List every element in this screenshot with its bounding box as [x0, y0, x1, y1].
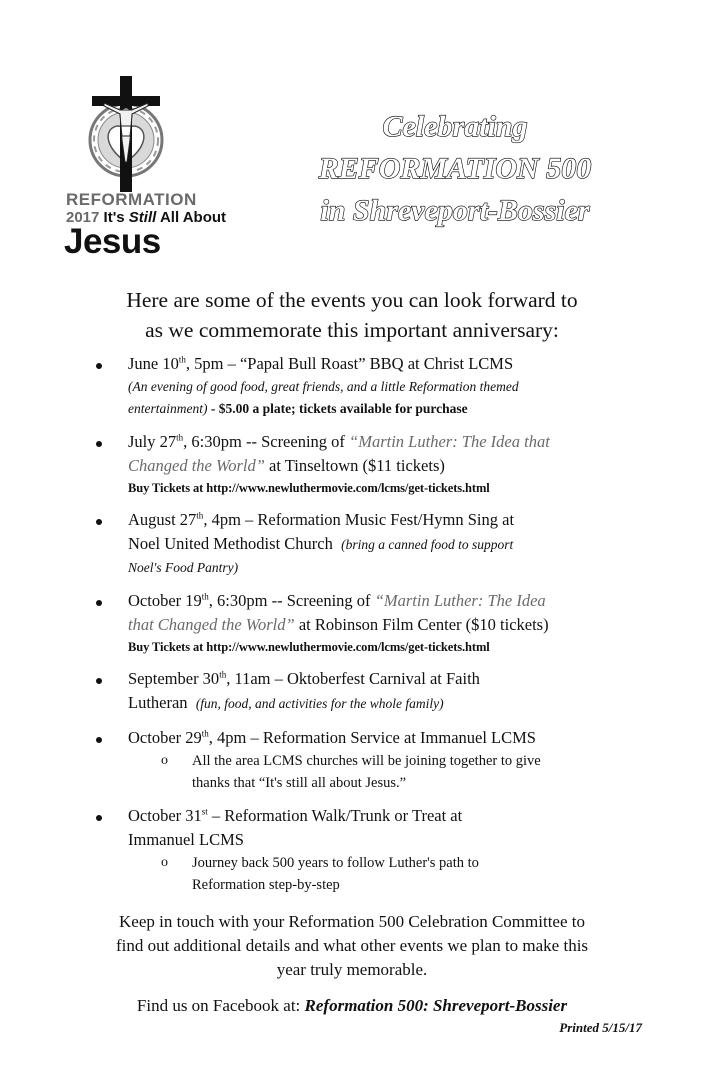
sub-item-line-1: All the area LCMS churches will be joining together to give [192, 753, 541, 769]
event-heading-line-2 [128, 454, 704, 478]
event-description: , 5pm – “Papal Bull Roast” BBQ at Christ LCMS [185, 354, 514, 373]
bullet-icon [96, 678, 102, 684]
event-note-continued: Noel's Food Pantry) [128, 560, 239, 575]
event-note: (fun, food, and activities for the whole family) [195, 696, 444, 711]
event-heading [128, 726, 704, 750]
logo-text-reformation: REFORMATION [66, 190, 197, 209]
event-date-ordinal: th [196, 510, 204, 521]
closing-line-3: year truly memorable. [276, 960, 428, 979]
logo-still: Still [128, 209, 157, 226]
event-date: September 30 [128, 669, 220, 688]
sub-item [128, 750, 704, 794]
logo-all-about: All About [159, 209, 227, 226]
event-item-trunk-or-treat [0, 804, 704, 896]
intro-text [40, 285, 664, 345]
bullet-icon [96, 441, 102, 447]
sub-bullet-icon: o [161, 753, 168, 768]
event-date: October 19 [128, 591, 202, 610]
event-heading [128, 508, 704, 532]
event-date: August 27 [128, 510, 197, 529]
event-date: October 31 [128, 806, 202, 825]
intro-line-1: Here are some of the events you can look forward to [126, 288, 578, 312]
event-heading [128, 430, 704, 454]
event-description: , 4pm – Reformation Service at Immanuel LCMS [208, 728, 536, 747]
event-description: – Reformation Walk/Trunk or Treat at [207, 806, 463, 825]
sub-bullet-icon: o [161, 855, 168, 870]
sub-item-line-2: Reformation step-by-step [192, 877, 340, 893]
closing-paragraph [40, 910, 664, 982]
event-description: , 6:30pm -- Screening of [208, 591, 375, 610]
event-venue: at Tinseltown ($11 tickets) [264, 456, 445, 475]
event-heading [128, 667, 704, 691]
event-date-ordinal: th [219, 669, 227, 680]
event-item-hymn-sing [0, 508, 704, 579]
event-venue: at Robinson Film Center ($10 tickets) [294, 615, 549, 634]
event-description: , 11am – Oktoberfest Carnival at Faith [226, 669, 480, 688]
event-venue: Lutheran [128, 693, 188, 712]
title-line-2: REFORMATION 500 [318, 152, 592, 185]
crucifix-luther-rose-icon [58, 70, 208, 195]
event-date-ordinal: th [176, 432, 184, 443]
event-heading-line-2 [128, 691, 704, 716]
sub-item-line-2: thanks that “It's still all about Jesus.” [192, 775, 407, 791]
event-date: July 27 [128, 432, 177, 451]
event-item-reformation-service [0, 726, 704, 794]
event-date: June 10 [128, 354, 179, 373]
event-price: - $5.00 a plate; tickets available for purchase [207, 401, 468, 416]
event-venue: Noel United Methodist Church [128, 534, 333, 553]
event-heading [128, 804, 704, 828]
ticket-link[interactable]: Buy Tickets at http://www.newluthermovie.com/lcms/get-tickets.html [128, 640, 490, 654]
facebook-prefix: Find us on Facebook at: [136, 996, 305, 1015]
title-line-3: in Shreveport-Bossier [320, 194, 590, 227]
event-note: (bring a canned food to support [341, 537, 514, 552]
bullet-icon [96, 600, 102, 606]
event-item-movie-tinseltown [0, 430, 704, 498]
closing-line-2: find out additional details and what other events we plan to make this [115, 936, 589, 955]
event-heading-line-2 [128, 532, 704, 557]
event-heading [128, 352, 704, 376]
reformation-logo [58, 70, 227, 265]
event-note: (An evening of good food, great friends, and a little Reformation themed [128, 379, 519, 394]
film-title: “Martin Luther: The Idea that [349, 432, 550, 451]
bullet-icon [96, 815, 102, 821]
event-date-ordinal: th [178, 354, 186, 365]
bullet-icon [96, 363, 102, 369]
event-description: , 6:30pm -- Screening of [183, 432, 350, 451]
event-date-ordinal: st [201, 806, 208, 817]
event-heading [128, 589, 704, 613]
logo-text-jesus: Jesus [64, 222, 161, 261]
film-title: “Martin Luther: The Idea [374, 591, 546, 610]
sub-item-line-1: Journey back 500 years to follow Luther's path to [192, 855, 479, 871]
ticket-link[interactable]: Buy Tickets at http://www.newluthermovie.com/lcms/get-tickets.html [128, 481, 490, 495]
page-title [250, 106, 660, 232]
printed-date: Printed 5/15/17 [559, 1020, 642, 1035]
closing-line-1: Keep in touch with your Reformation 500 Celebration Committee to [119, 912, 585, 931]
sub-item [128, 852, 704, 896]
bullet-icon [96, 737, 102, 743]
event-date-ordinal: th [201, 591, 209, 602]
event-note-line-2 [128, 398, 704, 420]
film-title-continued: Changed the World” [128, 456, 265, 475]
event-description: , 4pm – Reformation Music Fest/Hymn Sing at [203, 510, 515, 529]
bullet-icon [96, 519, 102, 525]
event-date: October 29 [128, 728, 202, 747]
event-heading-line-2: Immanuel LCMS [128, 830, 244, 849]
event-item-bull-roast [0, 352, 704, 420]
intro-line-2: as we commemorate this important anniversary: [145, 318, 559, 342]
film-title-continued: that Changed the World” [128, 615, 295, 634]
logo-its: It's [103, 209, 125, 226]
event-date-ordinal: th [201, 728, 209, 739]
title-line-1: Celebrating [382, 110, 528, 143]
event-item-oktoberfest [0, 667, 704, 716]
facebook-page-name[interactable]: Reformation 500: Shreveport-Bossier [304, 996, 568, 1015]
event-heading-line-2 [128, 613, 704, 637]
event-note-continued: entertainment) [128, 401, 208, 416]
event-item-movie-robinson [0, 589, 704, 657]
facebook-line [40, 994, 664, 1018]
event-list [0, 352, 704, 906]
logo-year: 2017 [66, 209, 100, 226]
